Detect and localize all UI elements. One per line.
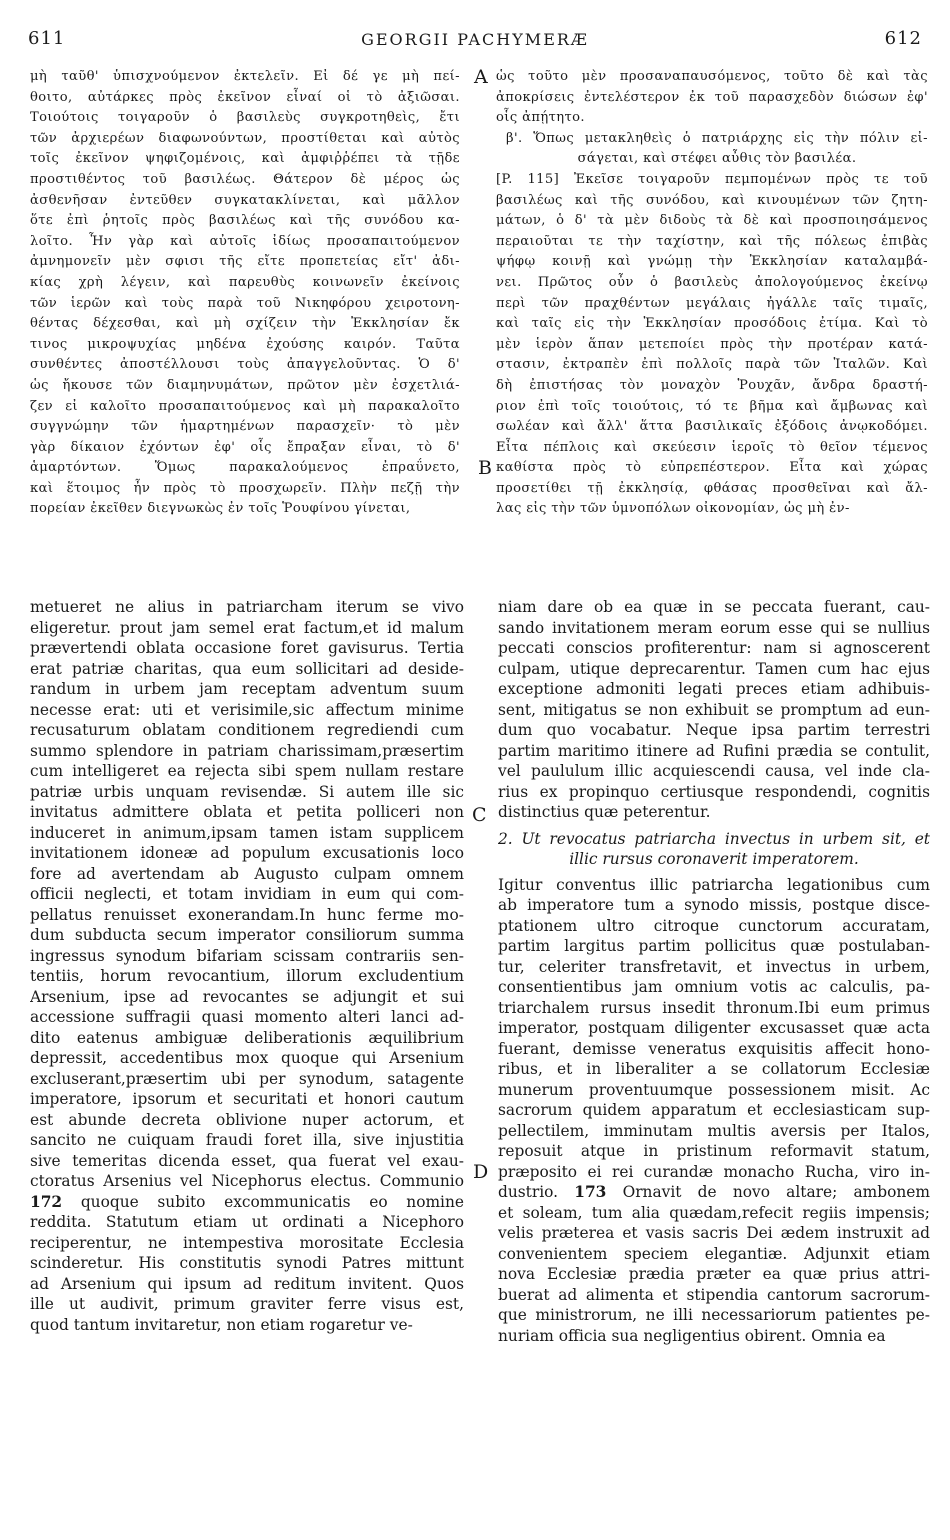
text-line: καθίστα πρὸς τὸ εὐπρεπέστερον. Εἶτα καὶ χώρας: [496, 460, 928, 476]
text-line: περαιοῦται τε τὴν ταχίστην, καὶ τῆς πόλεως ἐπιβὰς: [496, 233, 928, 249]
text-line: καὶ ταῖς εἰς τὴν Ἐκκλησίαν προσόδοις ἐτίμα. Καὶ τὸ: [496, 316, 928, 332]
margin-letter-d: D: [473, 1161, 489, 1183]
text-line: buerat ad alimenta et stipendia cantorum sacrorum-: [498, 1285, 930, 1304]
text-line: sent, mitigatus se non exhibuit se promptum ad eun-: [498, 700, 930, 719]
text-line: erat patriæ charitas, qua eum sollicitari ad deside-: [30, 659, 464, 678]
text-line: σάγεται, καὶ στέφει αὖθις τὸν βασιλέα.: [577, 151, 857, 167]
text-line: dum subducta secum imperator consiliorum summa: [30, 926, 464, 944]
text-line: συνθέντες ἀποστέλλουσι τοὺς ἀπαγγελοῦντας. Ὁ δ': [30, 357, 460, 373]
text-line: ad Arsenium qui ipsum ad reditum invitent. Quos: [30, 1274, 464, 1293]
greek-right-paragraph-1: [496, 67, 928, 129]
text-line: est abunde decreta oblivione nuper actorum, et: [30, 1110, 464, 1129]
text-line: nuriam officia sua negligentius obirent. Omnia ea: [498, 1326, 886, 1345]
text-line: στασιν, ἐκτραπὲν ἐπὶ πολλοῖς παρὰ τῶν Ἰταλῶν. Καὶ: [496, 357, 928, 373]
text-line: ille ut audivit, primum graviter ferre visus est,: [30, 1295, 464, 1313]
text-line: ὡς τοῦτο μὲν προσαναπαυσόμενος, τοῦτο δὲ καὶ τὰς: [496, 69, 928, 84]
text-line: γὰρ δίκαιον ἐχόντων ἐφ' οἷς ἔπραξαν εἶναι, τὸ δ': [30, 439, 460, 455]
text-line: excluserant,præsertim ubi per synodum, satagente: [30, 1069, 464, 1088]
text-line: Εἶτα πέπλοις καὶ σκεύεσιν ἱεροῖς τὸ θεῖον τέμενος: [496, 439, 928, 455]
running-header: [28, 28, 922, 58]
text-line: summo splendore in patriam charissimam,præsertim: [30, 741, 464, 760]
text-line: κίας χρὴ λέγειν, καὶ παρευθὺς κοινωνεῖν ἐκείνοις: [30, 274, 460, 290]
text-line: ribus, et in liberaliter a se collatorum Ecclesiæ: [498, 1060, 930, 1078]
text-line: vel paululum illic acquiescendi causa, vel inde cla-: [498, 762, 930, 780]
text-line: recusaturum oblatam conditionem regrediendi cum: [30, 721, 464, 739]
text-line: [P. 115] Ἐκεῖσε τοιγαροῦν πεμπομένων πρὸς τε τοῦ: [496, 171, 928, 187]
text-line: peccati conscios profiterentur: nam si agnoscerent: [498, 639, 930, 657]
text-line: triarchalem rursus insedit thronum.Ibi eum primus: [498, 998, 930, 1017]
text-line: περὶ τῶν πραχθέντων μεγάλαις ἠγάλλε ταῖς τιμαῖς,: [496, 295, 928, 311]
text-line: que ministrorum, ne illi necessariorum patientes pe-: [498, 1306, 930, 1324]
text-line: induceret in animum,ipsam tamen istam supplicem: [30, 823, 464, 842]
text-line: imperatore, ipsorum et securitati et honori cautum: [30, 1090, 464, 1108]
text-line: consentientibus jam omnium votis ac calculis, pa-: [498, 978, 930, 996]
text-line: Igitur conventus illic patriarcha legationibus cum: [498, 875, 930, 894]
text-line: Arsenium, ipse ad revocantes se adjungit et sui: [30, 987, 464, 1006]
text-line: ptationem ultro citroque cunctorum accuratam,: [498, 916, 930, 935]
text-line: pellectilem, imminutam multis aversis per Italos,: [498, 1121, 930, 1140]
text-line: nova Ecclesiæ prædia præter ea quæ prius attri-: [498, 1265, 930, 1283]
text-line: rius ex propinquo certiusque respondendi, cognitis: [498, 782, 930, 801]
page-number-left: 611: [28, 28, 66, 49]
text-line: προσετίθει τῇ ἐκκλησίᾳ, φθάσας προσθεῖναι καὶ ἄλ-: [496, 480, 928, 496]
text-line: συγγνώμην τῶν ἡμαρτημένων παρασχεῖν· τὸ μὲν: [30, 419, 460, 435]
greek-right-paragraph-2: [496, 170, 928, 520]
greek-section-heading: [496, 129, 928, 170]
text-line: depressit, accedentibus mox quoque qui Arsenium: [30, 1049, 464, 1067]
text-line: θοιτο, αὐτάρκες πρὸς ἐκεῖνον εἶναί οἱ τὸ ἀξιῶσαι.: [30, 89, 460, 105]
text-line: μάτων, ὁ δ' τὰ μὲν διδοὺς τὰ δὲ καὶ προσποιησάμενος: [496, 213, 928, 229]
margin-letter-b: B: [478, 457, 492, 479]
text-line: dum quo vocabatur. Neque ipsa partim terrestri: [498, 721, 930, 739]
text-line: niam dare ob ea quæ in se peccata fuerant, cau-: [498, 598, 930, 616]
text-line: exceptione admoniti legati preces etiam adhibuis-: [498, 680, 930, 698]
text-line: οἷς ἀπῄτητο.: [496, 110, 585, 126]
text-line: patriæ urbis unquam revisendæ. Si autem ille sic: [30, 782, 464, 801]
text-line: ριον ἐπὶ τοῖς τοιούτοις, τό τε βῆμα καὶ ἄμβωνας καὶ: [496, 398, 928, 414]
text-line: necesse erat: uti et verisimile,sic affectum minime: [30, 700, 464, 719]
text-line: scinderetur. His constitutis synodi Patres mittunt: [30, 1254, 464, 1272]
text-line: convenientem speciem elegantiæ. Adjunxit etiam: [498, 1244, 930, 1263]
text-line: θέντας δέχεσθαι, καὶ μὴ σχίζειν τὴν Ἐκκλησίαν ἔκ: [30, 316, 460, 332]
text-line: βασιλέως καὶ τῆς συνόδου, καὶ κινουμένων τῶν ζητη-: [496, 192, 928, 208]
text-line: invitatus admittere oblata et petita polliceri non: [30, 803, 464, 821]
text-line: τινος μικροψυχίας μηδένα ἐχούσης καιρόν. Ταῦτα: [30, 336, 460, 352]
text-line: præposito ei rei curandæ monacho Rucha, viro in-: [498, 1162, 930, 1181]
greek-text-left-column: [30, 67, 460, 520]
text-line: τῶν ἱερῶν καὶ τοὺς παρὰ τοῦ Νικηφόρου χειροτονη-: [30, 295, 460, 311]
text-line: fore ad avertendam ab Augusto culpam omnem: [30, 864, 464, 883]
text-line: προστιθέντος τοῦ βασιλέως. Θάτερον δὲ μέρος ὡς: [30, 171, 460, 187]
text-line: reciperentur, ne intempestiva morositate Ecclesia: [30, 1233, 464, 1252]
text-line: λας εἰς τὴν τῶν ὑμνοπόλων οἰκονομίαν, ὡς μὴ ἐν-: [496, 501, 850, 517]
latin-translation-left-column: [30, 597, 464, 1335]
text-line: reddita. Statutum etiam ut ordinati a Nicephoro: [30, 1213, 464, 1231]
text-line: ab imperatore tum a synodo missis, postque disce-: [498, 896, 930, 914]
greek-text-right-column: [496, 67, 928, 520]
text-line: quod tantum invitaretur, non etiam rogaretur ve-: [30, 1315, 413, 1334]
text-line: reposuit atque in pristinum reformavit statum,: [498, 1142, 930, 1160]
text-line: ἀμνημονεῖν μὲν σφισι τῆς εἴτε προπετείας εἴτ' ἀδι-: [30, 254, 460, 270]
text-line: cum intelligeret ea rejecta sibi spem nullam restare: [30, 762, 464, 780]
text-line: prævertendi oblata occasione foret gavisurus. Tertia: [30, 639, 464, 657]
text-line: metueret ne alius in patriarcham iterum se vivo: [30, 598, 464, 616]
text-line: dustrio. 173 Ornavit de novo altare; ambonem: [498, 1183, 930, 1201]
text-line: tentiis, horum revocantium, illorum excludentium: [30, 967, 464, 985]
text-line: νει. Πρῶτος οὖν ὁ βασιλεὺς ἀπολογούμενος ἐκείνῳ: [496, 274, 928, 290]
text-line: ctoratus Arsenius vel Nicephorus electus. Communio: [30, 1172, 464, 1190]
text-line: ἀποκρίσεις ἐντελέστερον ἐκ τοῦ παρασχεδὸν διώσων ἐφ': [496, 89, 928, 105]
text-line: σωλέαν καὶ ἄλλ' ἅττα βασιλικαῖς ἐξόδοις ἀνῳκοδόμει.: [496, 419, 928, 435]
text-line: ψήφῳ κοινῇ καὶ γνώμῃ τὴν Ἐκκλησίαν καταλαμβά-: [496, 254, 928, 270]
text-line: eligeretur. prout jam semel erat factum,et id malum: [30, 618, 464, 637]
text-line: τῶν ἀρχιερέων διαφωνούντων, προστίθεται καὶ αὐτὸς: [30, 130, 460, 146]
text-line: πορείαν ἐκεῖθεν διεγνωκὼς ἐν τοῖς Ῥουφίνου γίνεται,: [30, 501, 411, 517]
text-line: ingressus synodum bifariam scissam contrariis sen-: [30, 946, 464, 965]
page-number-right: 612: [884, 28, 922, 49]
text-line: Τοιούτοις τοιγαροῦν ὁ βασιλεὺς συγκροτηθεὶς, ἔτι: [30, 110, 460, 126]
text-line: imperator, postquam diligenter excusasset quæ acta: [498, 1019, 930, 1037]
text-line: randum in urbem jam receptam adventum suum: [30, 680, 464, 698]
latin-right-paragraph-1: [498, 597, 930, 823]
running-title: GEORGII PACHYMERÆ: [361, 30, 589, 49]
text-line: ζεν εἰ καλοῖτο προσαπαιτούμενος καὶ μὴ παρακαλοῖτο: [30, 398, 460, 414]
latin-right-paragraph-2: [498, 875, 930, 1347]
text-line: λοῖτο. Ἦν γὰρ καὶ αὐτοῖς ἰδίως προσαπαιτούμενον: [30, 233, 460, 249]
text-line: sive temeritas dicenda esset, qua fuerat vel exau-: [30, 1151, 464, 1170]
text-line: munerum proventuumque possessionem misit. Ac: [498, 1080, 930, 1099]
text-line: ὡς ἤκουσε τῶν διαμηνυμάτων, πρῶτον μὲν ἐσχετλιά-: [30, 377, 460, 393]
text-line: sancito ne cuiquam fraudi foret illa, sive injustitia: [30, 1131, 464, 1149]
text-line: dito eatenus ambiguæ deliberationis æquilibrium: [30, 1028, 464, 1047]
text-line: distinctius quæ peterentur.: [498, 803, 711, 821]
text-line: ἀσθενῆσαν ἐντεῦθεν συγκατακλίνεται, καὶ μᾶλλον: [30, 192, 460, 208]
text-line: 172 quoque subito excommunicatis eo nomine: [30, 1192, 464, 1211]
text-line: fuerant, demisse veneratus exquisitis affecit hono-: [498, 1039, 930, 1058]
text-line: τοῖς ἐκεῖνον ψηφιζομένοις, καὶ ἀμφιῤῥέπει τὰ τῇδε: [30, 151, 460, 167]
text-line: ἁμαρτόντων. Ὅμως παρακαλούμενος ἐπραΰνετο,: [30, 460, 460, 476]
text-line: δὴ ἐπιστήσας τὸν μοναχὸν Ῥουχᾶν, ἄνδρα δραστή-: [496, 377, 928, 393]
text-line: accessione suffragii quasi momento alteri lanci ad-: [30, 1008, 464, 1026]
text-line: tur, celeriter transfretavit, et invectus in urbem,: [498, 957, 930, 976]
text-line: sacrorum quidem apparatum et ecclesiasticam sup-: [498, 1101, 930, 1119]
text-line: μὲν ἱερὸν ἅπαν μετεποίει πρὸς τὴν προτέραν κατά-: [496, 336, 928, 352]
text-line: velis præterea et vasis sacris Dei ædem instruxit ad: [498, 1224, 930, 1242]
text-line: μὴ ταῦθ' ὑπισχνούμενον ἐκτελεῖν. Εἰ δέ γε μὴ πεί-: [30, 69, 460, 84]
text-line: officii neglecti, et totam invidiam in eum qui com-: [30, 885, 464, 903]
text-line: sando invitationem meram eorum esse qui se nullius: [498, 618, 930, 637]
text-line: partim largitus partim pollicitus quæ postulaban-: [498, 937, 930, 955]
text-line: β'. Ὅπως μετακληθεὶς ὁ πατριάρχης εἰς τὴν πόλιν εἰ-: [506, 130, 928, 146]
margin-letter-c: C: [472, 804, 487, 826]
text-line: pellatus renuisset exonerandam.In hunc ferme mo-: [30, 905, 464, 924]
text-line: καὶ ἕτοιμος ἦν πρὸς τὸ προσχωρεῖν. Πλὴν πεζῇ τὴν: [30, 480, 460, 496]
margin-letter-a: A: [474, 66, 488, 88]
latin-translation-right-column: [498, 597, 930, 1346]
text-line: et soleam, tum alia quædam,refecit regiis impensis;: [498, 1203, 930, 1222]
text-line: culpam, utique deprecarentur. Tamen cum hac ejus: [498, 659, 930, 678]
text-line: illic rursus coronaverit imperatorem.: [569, 850, 859, 868]
latin-section-heading: [498, 829, 930, 870]
text-line: partim maritimo itinere ad Rufini prædia se contulit,: [498, 741, 930, 760]
text-line: invitationem idoneæ ad populum excusationis loco: [30, 844, 464, 862]
text-line: 2. Ut revocatus patriarcha invectus in urbem sit, et: [498, 829, 930, 848]
text-line: ὅτε ἐπὶ ῥητοῖς πρὸς βασιλέως καὶ τῆς συνόδου κα-: [30, 213, 460, 229]
